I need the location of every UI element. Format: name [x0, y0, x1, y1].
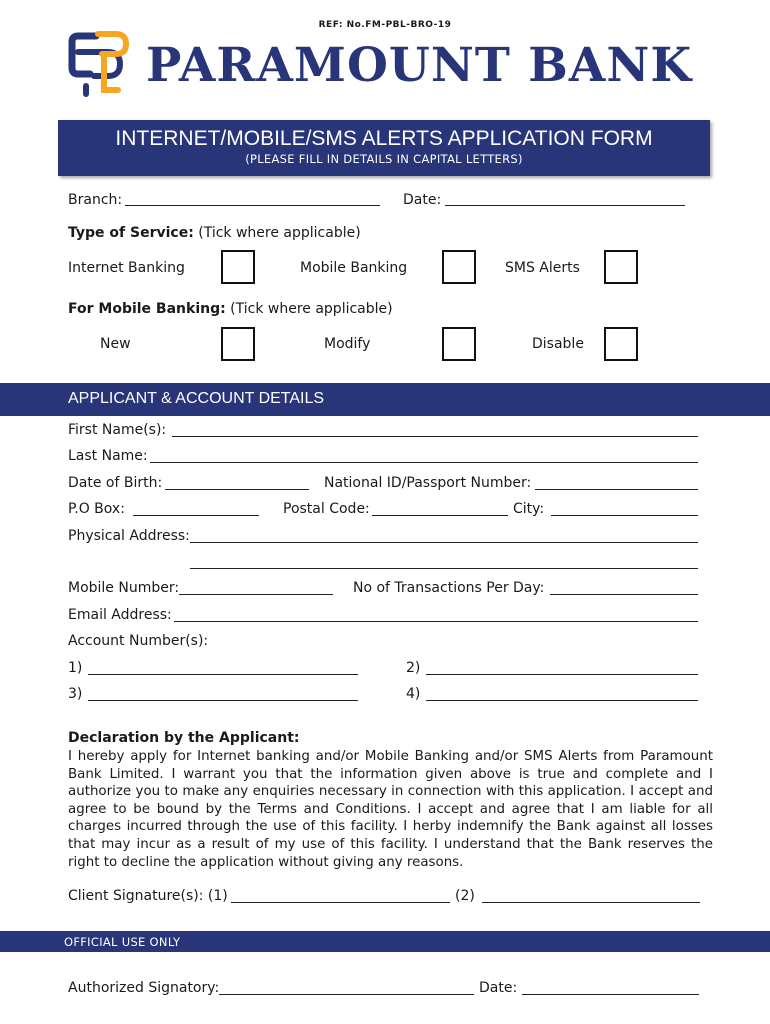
po-box-label: P.O Box: — [68, 501, 125, 517]
option-disable: Disable — [532, 336, 584, 352]
applicant-section-bar — [0, 383, 770, 416]
city-field[interactable] — [551, 515, 698, 516]
option-modify: Modify — [324, 336, 371, 352]
client-signature-2-label: (2) — [455, 888, 475, 904]
client-signature-1-field[interactable] — [231, 902, 450, 903]
account-numbers-label: Account Number(s): — [68, 633, 209, 649]
service-heading-label: Type of Service: — [68, 225, 194, 241]
applicant-section-title: APPLICANT & ACCOUNT DETAILS — [68, 390, 325, 407]
national-id-label: National ID/Passport Number: — [324, 475, 532, 491]
account-1-field[interactable] — [88, 674, 358, 675]
modify-checkbox[interactable] — [442, 327, 476, 361]
new-checkbox[interactable] — [221, 327, 255, 361]
po-box-field[interactable] — [133, 515, 259, 516]
physical-address-field-line2[interactable] — [190, 568, 698, 569]
branch-label: Branch: — [68, 192, 123, 208]
first-name-label: First Name(s): — [68, 422, 167, 438]
form-subtitle: (PLEASE FILL IN DETAILS IN CAPITAL LETTERS) — [245, 152, 523, 166]
national-id-field[interactable] — [535, 489, 698, 490]
city-label: City: — [513, 501, 545, 517]
bank-logo-icon — [68, 28, 132, 98]
mobile-number-field[interactable] — [179, 594, 333, 595]
account-3-field[interactable] — [88, 700, 358, 701]
dob-label: Date of Birth: — [68, 475, 163, 491]
dob-field[interactable] — [165, 489, 309, 490]
official-date-field[interactable] — [522, 994, 699, 995]
account-2-label: 2) — [406, 660, 421, 676]
email-label: Email Address: — [68, 607, 172, 623]
authorized-signatory-field[interactable] — [219, 994, 474, 995]
authorized-signatory-label: Authorized Signatory: — [68, 980, 220, 996]
option-sms-alerts: SMS Alerts — [505, 260, 580, 276]
declaration-heading: Declaration by the Applicant: — [68, 730, 300, 746]
account-3-label: 3) — [68, 686, 83, 702]
bank-name: PARAMOUNT BANK — [146, 38, 693, 93]
last-name-label: Last Name: — [68, 448, 148, 464]
declaration-text: I hereby apply for Internet banking and/or Mobile Banking and/or SMS Alerts from Paramount Bank Limited. I warrant you that the information given above is true and complete and I authorize you to make any enquiries necessary in connection with this application. I accept and agree to be bound by the Terms and Conditions. I accept and agree that I am liable for all charges incurred through the use of this facility. I herby indemnify the Bank against all losses that may incur as a result of my use of this facility. I understand that the Bank reserves the right to decline the application without giving any reasons. — [68, 749, 713, 870]
option-mobile-banking: Mobile Banking — [300, 260, 408, 276]
email-field[interactable] — [174, 621, 698, 622]
account-4-label: 4) — [406, 686, 421, 702]
option-new: New — [100, 336, 131, 352]
first-name-field[interactable] — [172, 436, 698, 437]
transactions-field[interactable] — [550, 594, 698, 595]
postal-code-label: Postal Code: — [283, 501, 370, 517]
official-date-label: Date: — [479, 980, 518, 996]
mobile-number-label: Mobile Number: — [68, 580, 180, 596]
physical-address-label: Physical Address: — [68, 528, 190, 544]
account-1-label: 1) — [68, 660, 83, 676]
official-section-title: OFFICIAL USE ONLY — [64, 935, 181, 949]
mobile-heading — [68, 301, 393, 317]
service-heading — [68, 225, 361, 241]
client-signature-2-field[interactable] — [482, 902, 700, 903]
form-reference: REF: No.FM-PBL-BRO-19 — [318, 20, 452, 30]
mobile-hint: (Tick where applicable) — [225, 301, 393, 317]
official-section-bar — [0, 931, 770, 952]
internet-banking-checkbox[interactable] — [221, 250, 255, 284]
last-name-field[interactable] — [150, 462, 698, 463]
client-signature-label: Client Signature(s): (1) — [68, 888, 228, 904]
mobile-heading-label: For Mobile Banking: — [68, 301, 226, 317]
branch-field[interactable] — [125, 205, 380, 206]
physical-address-field[interactable] — [190, 542, 698, 543]
form-title: INTERNET/MOBILE/SMS ALERTS APPLICATION FORM — [115, 127, 653, 150]
postal-code-field[interactable] — [372, 515, 508, 516]
sms-alerts-checkbox[interactable] — [604, 250, 638, 284]
disable-checkbox[interactable] — [604, 327, 638, 361]
date-field[interactable] — [445, 205, 685, 206]
account-2-field[interactable] — [426, 674, 698, 675]
option-internet-banking: Internet Banking — [68, 260, 185, 276]
transactions-label: No of Transactions Per Day: — [353, 580, 545, 596]
account-4-field[interactable] — [426, 700, 698, 701]
date-label: Date: — [403, 192, 442, 208]
mobile-banking-checkbox[interactable] — [442, 250, 476, 284]
form-title-banner — [58, 120, 710, 176]
service-hint: (Tick where applicable) — [193, 225, 361, 241]
